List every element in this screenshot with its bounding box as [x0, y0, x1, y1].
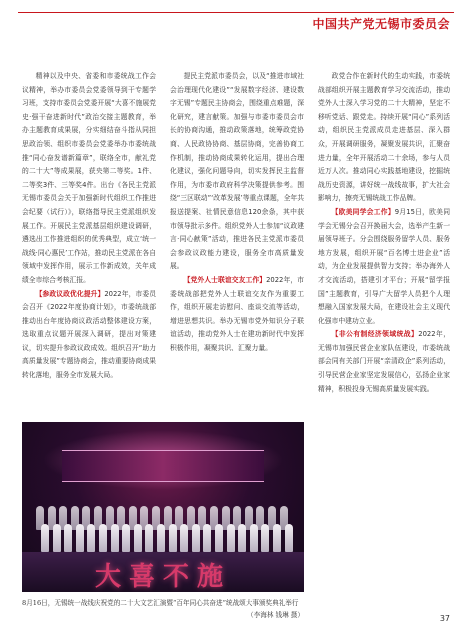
- paragraph: 精神以及中央、省委和市委统战工作会议精神，举办市委员会党委领导到干专题学习班，支持市委员会党委开展“大喜不施展党史·强干奋进新时代”政治交接主题教育，举办主题教育成果展，分实细结奋斗指从同担思政治领、组织市委员会党委举办市委统战推“同心奋发谱新篇章”，联络全市，献礼党的二十大”等成果展，获央第二等奖。1件、二等奖3件、三等奖4件。出台《各民主党派无锡市委员会关于加强新时代组织工作推进会纪要（试行）》，联络指导民主党派组织发展工作。开展民主党派基层组织建设调研，遴选出工作推进组织的优秀典型，成立‘统一战线·同心惠民’工作站，推动民主党派在各自领域中发挥作用，展示工作新成效，关年成绩全市综合考核汇报。: [22, 72, 156, 284]
- section-text: 2022年，无锡市加强民营企业家队伍建设，市委统战部会同有关部门开展“亲清政企”系列活动，引导民营企业家坚定发展信心，弘扬企业家精神，积极投身无锡高质量发展实践。: [318, 330, 450, 393]
- section-paragraph: [318, 206, 450, 328]
- performer-figure: [87, 524, 95, 552]
- performer-figure: [238, 524, 246, 552]
- stage-photo: [22, 422, 304, 592]
- performer-figure: [285, 524, 293, 552]
- performer-figure: [250, 524, 258, 552]
- photo-credit: （李海林 钱琳 摄）: [247, 611, 304, 619]
- performer-figure: [41, 524, 49, 552]
- section-heading: 【欧美同学会工作】: [331, 207, 395, 216]
- performer-figure: [273, 524, 281, 552]
- section-text: 2022年，市委统战部把党外人士联谊交友作为重要工作，组织开展走访慰问、座谈交流等活动，增进思想共识。举办无锡市党外知识分子联谊活动，推动党外人士在建功新时代中发挥积极作用，凝聚共识、汇聚力量。: [170, 275, 304, 352]
- performer-figure: [203, 524, 211, 552]
- performer-group: [32, 492, 294, 552]
- performer-figure: [76, 524, 84, 552]
- text-column-1: [22, 70, 156, 400]
- performer-figure: [215, 524, 223, 552]
- performer-figure: [64, 524, 72, 552]
- section-paragraph: [170, 274, 304, 356]
- performer-figure: [180, 524, 188, 552]
- performer-figure: [122, 524, 130, 552]
- section-heading: 【非公有制经济领域统战】: [331, 330, 419, 339]
- performer-figure: [134, 524, 142, 552]
- page-number: 37: [439, 614, 450, 623]
- section-text: 2022年，市委员会召开《2022年度协商计划》，市委统战部推动出台年度协商议政活动整体建设方案，选取重点议题开展深入调研，提出对策建议，切实提升参政议政成效。组织召开“助力高质量发展”专题协商会，推动重要协商成果转化落地，服务全市发展大局。: [22, 289, 156, 380]
- performer-figure: [99, 524, 107, 552]
- performer-figure: [53, 524, 61, 552]
- text-column-3: [318, 70, 450, 630]
- caption-text: 8月16日，无锡统一战线庆祝党的二十大文艺汇演暨“百年同心共奋进”统战颂大事颁奖典礼举行: [22, 599, 299, 607]
- section-paragraph: [318, 328, 450, 396]
- paragraph: 政党合作在新时代的生动实践，市委统战部组织开展主题教育学习交流活动，推动党外人士深入学习党的二十大精神，坚定不移听党话、跟党走。持续开展“同心”系列活动，组织民主党派成员走进基层、深入群众，开展调研服务，凝聚发展共识，汇聚奋进力量，全年开展活动二十余场，参与人员近万人次。推动同心实践基地建设，挖掘统战历史资源，讲好统一战线故事，扩大社会影响力，擦亮无锡统战工作品牌。: [318, 72, 450, 203]
- performer-figure: [227, 524, 235, 552]
- section-heading: 【参政议政优化提升】: [35, 289, 105, 298]
- section-text: 9月15日，欧美同学会无锡分会召开换届大会，选举产生新一届领导班子。分会围绕服务留学人员、服务地方发展，组织开展“百名博士进企业”活动，为企业发展提供智力支持；举办海外人才交流活动，搭建引才平台；开展“留学报国”主题教育，引导广大留学人员把个人理想融入国家发展大局，在建设社会主义现代化强市中建功立业。: [318, 207, 450, 325]
- performer-figure: [261, 524, 269, 552]
- performer-figure: [192, 524, 200, 552]
- header-rule: [18, 12, 454, 13]
- performer-figure: [111, 524, 119, 552]
- stage-backdrop: [62, 450, 264, 482]
- photo-caption: [22, 597, 304, 621]
- section-heading: 【党外人士联谊交友工作】: [183, 275, 267, 284]
- stage-title-text: 大喜不施: [94, 562, 231, 592]
- performer-figure: [169, 524, 177, 552]
- performer-figure: [157, 524, 165, 552]
- page-header-title: 中国共产党无锡市委员会: [312, 17, 450, 31]
- paragraph: 提民主党派市委员会，以及“推进市域社会治理现代化建设”“发展数字经济、建设数字无锡”专题民主协商会，围绕重点难题，深化研究，建言献策。加强与市委市委员会市长的协商沟通，推动政策落地，统筹政党协商、人民政协协商、基层协商，完善协商工作机制，推动协商成果转化运用，提出合理化建议，强化问题导向，切实发挥民主监督作用，为市委市政府科学决策提供参考。围绕“三区联动”‘改革发展’等重点课题，全年共报送提案、社情民意信息120余条，其中获市领导批示多件。组织党外人士参加“议政建言·同心献策”活动，推进各民主党派市委员会参政议政能力建设，服务全市高质量发展。: [170, 72, 304, 271]
- performer-figure: [145, 524, 153, 552]
- section-paragraph: [22, 288, 156, 383]
